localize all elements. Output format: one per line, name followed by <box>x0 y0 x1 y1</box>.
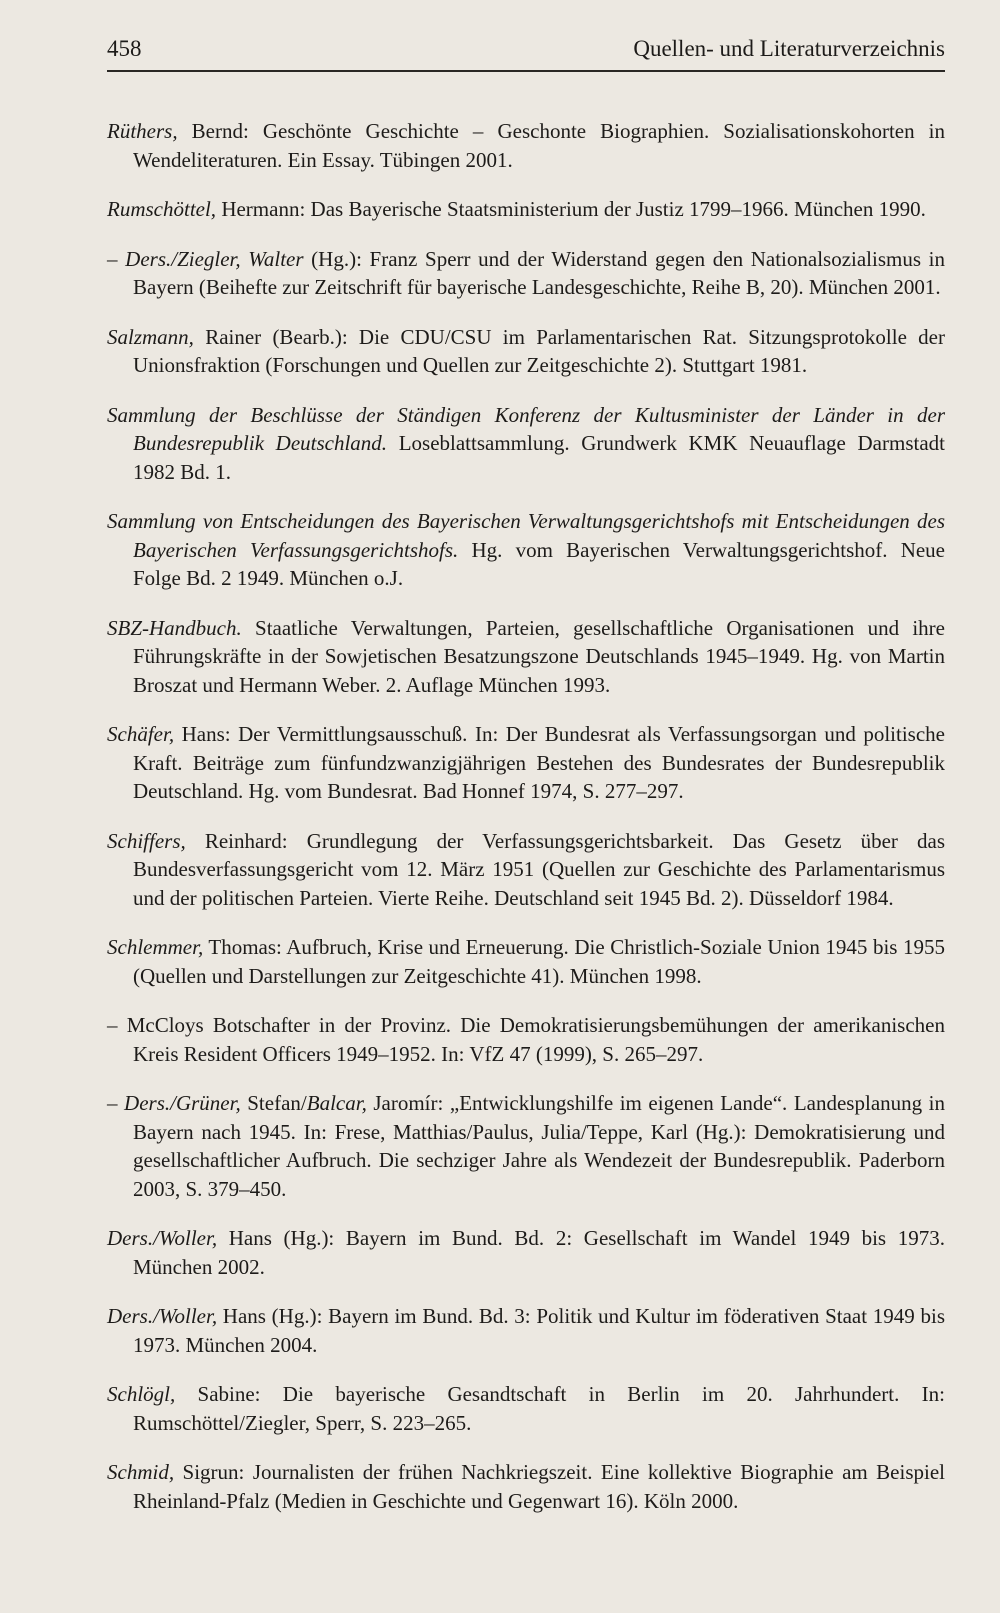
bibliography-entry: Schmid, Sigrun: Journalisten der frühen Nachkriegszeit. Eine kollektive Biographie am Beispiel Rheinland-Pfalz (Medien in Geschichte und Gegenwart 16). Köln 2000. <box>107 1460 945 1513</box>
bibliography-entry: – Ders./Ziegler, Walter (Hg.): Franz Sperr und der Widerstand gegen den Nationalsozialismus in Bayern (Beihefte zur Zeitschrift für bayerische Landesgeschichte, Reihe B, 20). München 2001. <box>107 246 946 299</box>
header-rule <box>107 70 945 72</box>
bibliography-entry: Sammlung der Beschlüsse der Ständigen Konferenz der Kultusminister der Länder in der Bundesrepublik Deutschland. Loseblattsammlung. Grundwerk KMK Neuauflage Darmstadt 1982 Bd. 1. <box>107 402 945 484</box>
page-number: 458 <box>107 36 142 61</box>
bibliography-entry: – McCloys Botschafter in der Provinz. Die Demokratisierungsbemühungen der amerikanischen Kreis Resident Officers 1949–1952. In: VfZ 47 (1999), S. 265–297. <box>107 1013 945 1066</box>
bibliography-list <box>107 96 945 1519</box>
bibliography-entry: Ders./Woller, Hans (Hg.): Bayern im Bund. Bd. 2: Gesellschaft im Wandel 1949 bis 1973. München 2002. <box>107 1226 945 1279</box>
bibliography-entry: Salzmann, Rainer (Bearb.): Die CDU/CSU im Parlamentarischen Rat. Sitzungsprotokolle der Unionsfraktion (Forschungen und Quellen zur Zeitgeschichte 2). Stuttgart 1981. <box>107 324 945 377</box>
bibliography-entry: Rumschöttel, Hermann: Das Bayerische Staatsministerium der Justiz 1799–1966. München 1990. <box>107 197 926 221</box>
bibliography-entry: SBZ-Handbuch. Staatliche Verwaltungen, Parteien, gesellschaftliche Organisationen und ihre Führungskräfte in der Sowjetischen Besatzungszone Deutschlands 1945–1949. Hg. von Martin Broszat und Hermann Weber. 2. Auflage München 1993. <box>107 615 945 697</box>
bibliography-entry: Ders./Woller, Hans (Hg.): Bayern im Bund. Bd. 3: Politik und Kultur im föderativen Staat 1949 bis 1973. München 2004. <box>107 1304 945 1357</box>
page-header <box>107 36 945 62</box>
bibliography-entry: Rüthers, Bernd: Geschönte Geschichte – Geschonte Biographien. Sozialisationskohorten in Wendeliteraturen. Ein Essay. Tübingen 2001. <box>107 119 945 172</box>
bibliography-entry: Sammlung von Entscheidungen des Bayerischen Verwaltungsgerichtshofs mit Entscheidungen des Bayerischen Verfassungsgerichtshofs. Hg. vom Bayerischen Verwaltungsgerichtshof. Neue Folge Bd. 2 1949. München o.J. <box>107 509 945 590</box>
bibliography-entry: Schlögl, Sabine: Die bayerische Gesandtschaft in Berlin im 20. Jahrhundert. In: Rumschöttel/Ziegler, Sperr, S. 223–265. <box>107 1382 945 1435</box>
bibliography-entry: – Ders./Grüner, Stefan/Balcar, Jaromír: „Entwicklungshilfe im eigenen Lande“. Landesplanung in Bayern nach 1945. In: Frese, Matthias/Paulus, Julia/Teppe, Karl (Hg.): Demokratisierung und gesellschaftlicher Aufbruch. Die sechziger Jahre als Wendezeit der Bundesrepublik. Paderborn 2003, S. 379–450. <box>107 1091 946 1201</box>
bibliography-entry: Schlemmer, Thomas: Aufbruch, Krise und Erneuerung. Die Christlich-Soziale Union 1945 bis 1955 (Quellen und Darstellungen zur Zeitgeschichte 41). München 1998. <box>107 935 945 988</box>
bibliography-entry: Schäfer, Hans: Der Vermittlungsausschuß. In: Der Bundesrat als Verfassungsorgan und politische Kraft. Beiträge zum fünfundzwanzigjährigen Bestehen des Bundesrates der Bundesrepublik Deutschland. Hg. vom Bundesrat. Bad Honnef 1974, S. 277–297. <box>107 722 945 803</box>
running-title: Quellen- und Literaturverzeichnis <box>633 36 945 61</box>
bibliography-entry: Schiffers, Reinhard: Grundlegung der Verfassungsgerichtsbarkeit. Das Gesetz über das Bundesverfassungsgericht vom 12. März 1951 (Quellen zur Geschichte des Parlamentarismus und der politischen Parteien. Vierte Reihe. Deutschland seit 1945 Bd. 2). Düsseldorf 1984. <box>107 828 945 910</box>
